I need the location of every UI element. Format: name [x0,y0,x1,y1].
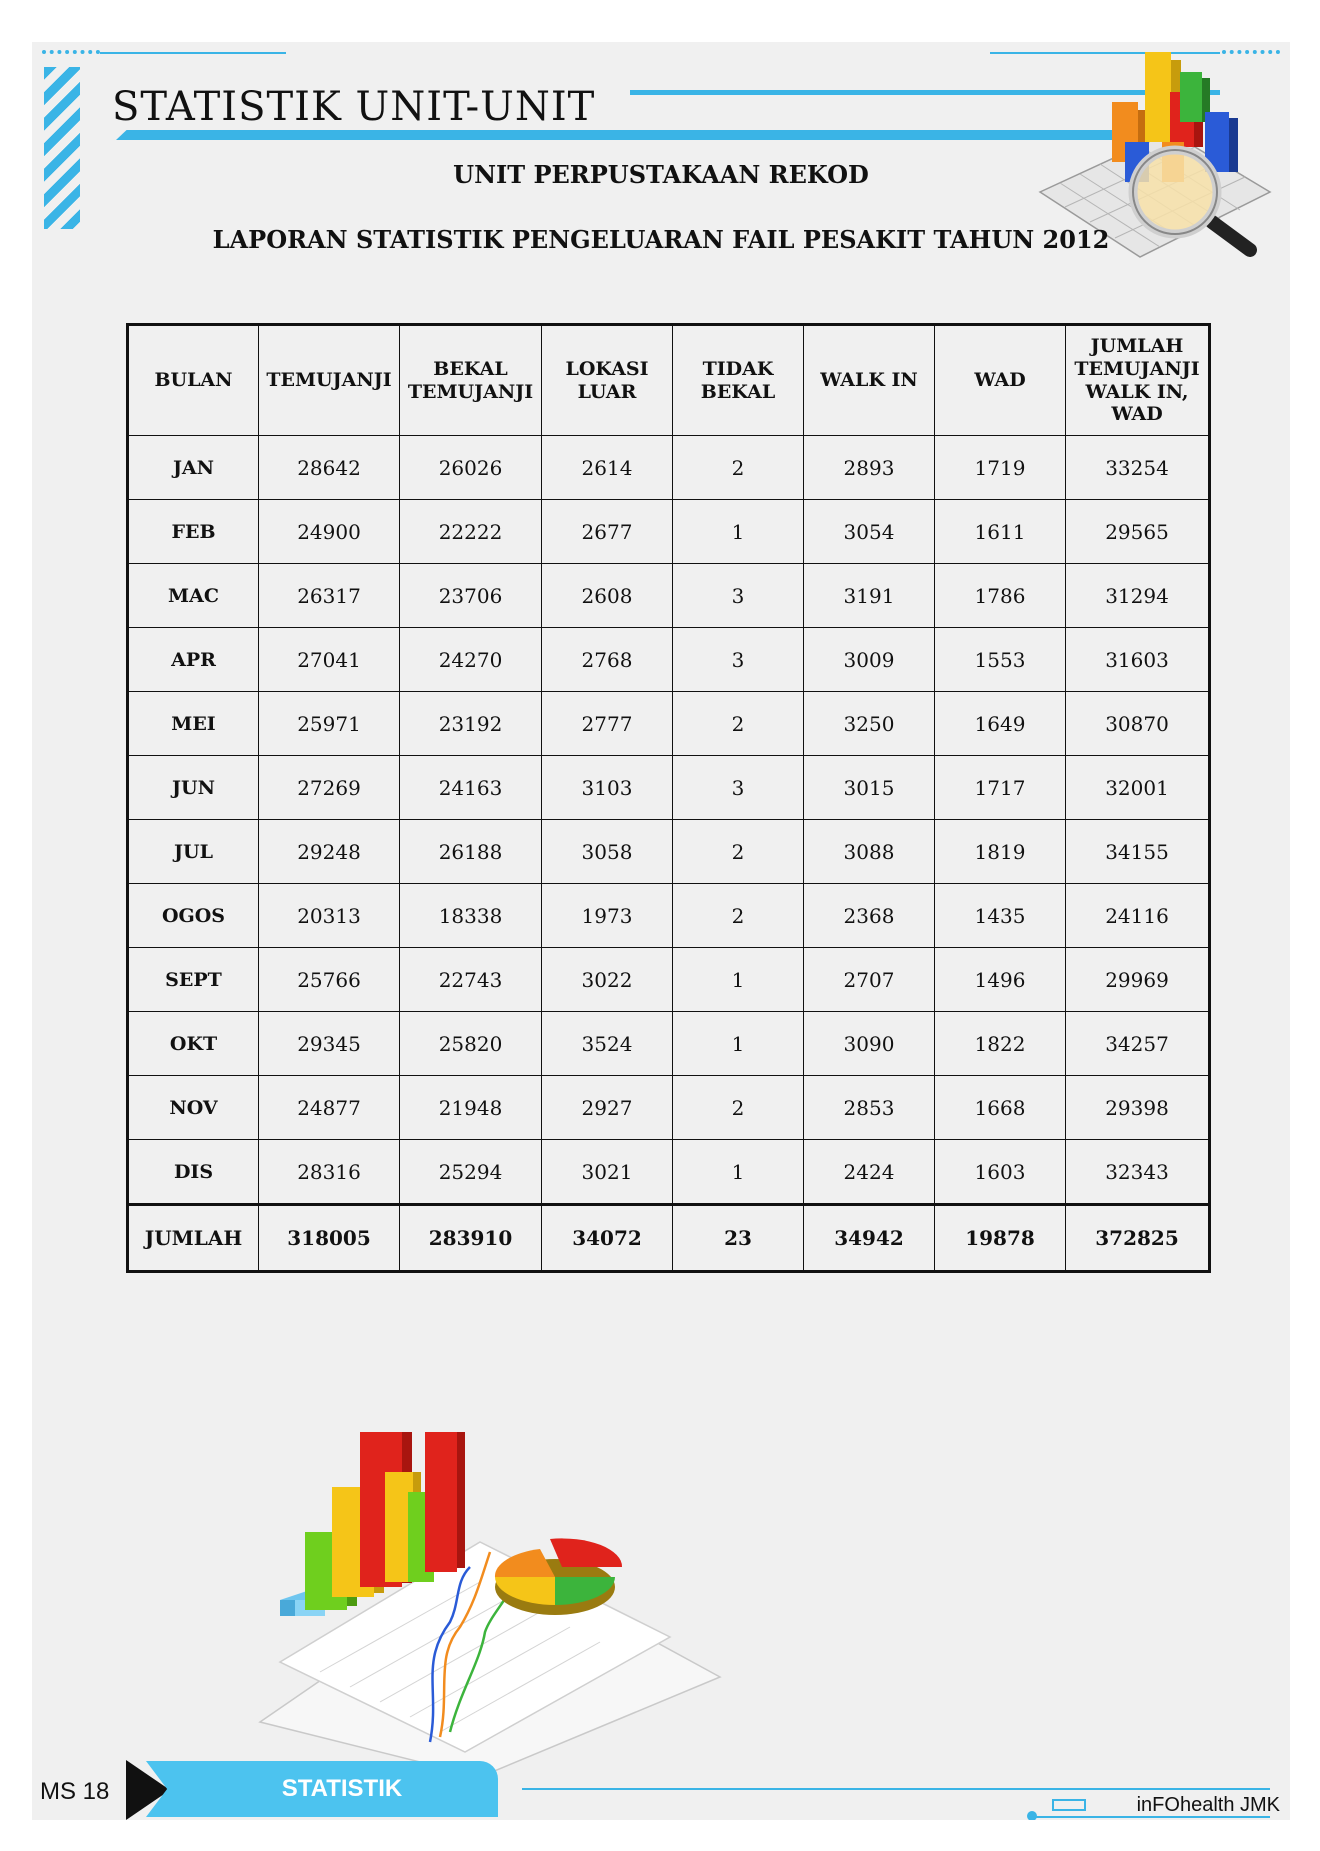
value-cell: 27269 [259,756,400,820]
value-cell: 26188 [400,820,542,884]
total-label: JUMLAH [128,1205,259,1272]
column-header-line: TEMUJANJI [266,369,392,392]
value-cell: 3088 [804,820,935,884]
month-cell: MAC [128,564,259,628]
footer-rect [1052,1799,1086,1811]
value-cell: 2927 [542,1076,673,1140]
month-cell: APR [128,628,259,692]
table-row [128,436,1210,500]
month-cell: FEB [128,500,259,564]
total-cell: 318005 [259,1205,400,1272]
value-cell: 2424 [804,1140,935,1205]
footer-line [522,1788,1270,1790]
table-total-row [128,1205,1210,1272]
value-cell: 1668 [935,1076,1066,1140]
value-cell: 26317 [259,564,400,628]
value-cell: 2 [673,692,804,756]
column-header [400,325,542,436]
unit-title: UNIT PERPUSTAKAAN REKOD [453,160,869,189]
value-cell: 3058 [542,820,673,884]
value-cell: 2853 [804,1076,935,1140]
month-cell: SEPT [128,948,259,1012]
month-cell: JUN [128,756,259,820]
value-cell: 28642 [259,436,400,500]
value-cell: 24163 [400,756,542,820]
brand-name: inFOhealth JMK [1136,1794,1280,1816]
value-cell: 1553 [935,628,1066,692]
value-cell: 2 [673,1076,804,1140]
section-tab-label: STATISTIK [281,1775,403,1802]
month-cell: DIS [128,1140,259,1205]
column-header-line: TIDAK [702,357,774,380]
pie-chart-3d [495,1538,622,1615]
total-cell: 34072 [542,1205,673,1272]
table-footer [128,1205,1210,1272]
value-cell: 27041 [259,628,400,692]
value-cell: 24116 [1066,884,1210,948]
total-cell: 283910 [400,1205,542,1272]
month-cell: OGOS [128,884,259,948]
value-cell: 2608 [542,564,673,628]
month-cell: MEI [128,692,259,756]
column-header-line: JUMLAH [1090,334,1184,357]
table-row [128,628,1210,692]
value-cell: 18338 [400,884,542,948]
value-cell: 2893 [804,436,935,500]
column-header-line: LOKASI [565,357,649,380]
value-cell: 1 [673,948,804,1012]
value-cell: 3015 [804,756,935,820]
column-header [1066,325,1210,436]
table-row [128,948,1210,1012]
column-header-line: BEKAL [433,357,508,380]
value-cell: 29248 [259,820,400,884]
bar-pie-chart-illustration [250,1432,770,1812]
page-number: MS 18 [40,1778,110,1805]
value-cell: 25820 [400,1012,542,1076]
column-header [673,325,804,436]
value-cell: 3 [673,564,804,628]
value-cell: 3103 [542,756,673,820]
title-underline-bottom [116,130,1176,140]
value-cell: 1 [673,1012,804,1076]
value-cell: 1 [673,500,804,564]
table-header [128,325,1210,436]
value-cell: 32343 [1066,1140,1210,1205]
value-cell: 1603 [935,1140,1066,1205]
value-cell: 28316 [259,1140,400,1205]
value-cell: 23706 [400,564,542,628]
value-cell: 31603 [1066,628,1210,692]
value-cell: 3 [673,628,804,692]
column-header-line: TEMUJANJI [407,380,534,403]
value-cell: 31294 [1066,564,1210,628]
value-cell: 23192 [400,692,542,756]
value-cell: 24900 [259,500,400,564]
table-row [128,884,1210,948]
value-cell: 2707 [804,948,935,1012]
total-cell: 19878 [935,1205,1066,1272]
value-cell: 2677 [542,500,673,564]
header-dots-left [42,50,100,54]
column-header-line: WAD [1111,403,1163,426]
value-cell: 1611 [935,500,1066,564]
column-header-line: WALK IN [820,369,918,392]
column-header [259,325,400,436]
value-cell: 1822 [935,1012,1066,1076]
value-cell: 20313 [259,884,400,948]
value-cell: 1649 [935,692,1066,756]
value-cell: 29398 [1066,1076,1210,1140]
value-cell: 30870 [1066,692,1210,756]
report-title: LAPORAN STATISTIK PENGELUARAN FAIL PESAKIT TAHUN 2012 [212,225,1110,254]
header-stripes [44,67,80,229]
table-row [128,1012,1210,1076]
column-header [935,325,1066,436]
value-cell: 34257 [1066,1012,1210,1076]
value-cell: 34155 [1066,820,1210,884]
value-cell: 25971 [259,692,400,756]
column-header-line: LUAR [577,380,637,403]
column-header-line: TEMUJANJI [1074,357,1200,380]
value-cell: 29565 [1066,500,1210,564]
table-row [128,1140,1210,1205]
value-cell: 2614 [542,436,673,500]
header-line-left [100,52,286,54]
total-cell: 372825 [1066,1205,1210,1272]
value-cell: 3021 [542,1140,673,1205]
value-cell: 24877 [259,1076,400,1140]
table-row [128,820,1210,884]
value-cell: 3 [673,756,804,820]
column-header [128,325,259,436]
column-header-line: WALK IN, [1085,380,1189,403]
table-row [128,564,1210,628]
value-cell: 1719 [935,436,1066,500]
table-row [128,692,1210,756]
value-cell: 1496 [935,948,1066,1012]
value-cell: 1 [673,1140,804,1205]
value-cell: 1717 [935,756,1066,820]
value-cell: 2 [673,884,804,948]
table-row [128,1076,1210,1140]
total-cell: 23 [673,1205,804,1272]
month-cell: JUL [128,820,259,884]
value-cell: 1435 [935,884,1066,948]
value-cell: 26026 [400,436,542,500]
value-cell: 1786 [935,564,1066,628]
value-cell: 3191 [804,564,935,628]
table-row [128,500,1210,564]
total-cell: 34942 [804,1205,935,1272]
table-body [128,436,1210,1205]
value-cell: 25766 [259,948,400,1012]
month-cell: NOV [128,1076,259,1140]
value-cell: 22743 [400,948,542,1012]
month-cell: JAN [128,436,259,500]
value-cell: 29969 [1066,948,1210,1012]
column-header-line: WAD [974,369,1026,392]
value-cell: 2777 [542,692,673,756]
page-title: STATISTIK UNIT-UNIT [112,84,596,130]
value-cell: 1973 [542,884,673,948]
value-cell: 33254 [1066,436,1210,500]
column-header-line: BULAN [154,369,233,392]
value-cell: 3250 [804,692,935,756]
value-cell: 29345 [259,1012,400,1076]
value-cell: 21948 [400,1076,542,1140]
value-cell: 25294 [400,1140,542,1205]
statistics-table [126,323,1211,1273]
value-cell: 2768 [542,628,673,692]
value-cell: 24270 [400,628,542,692]
value-cell: 32001 [1066,756,1210,820]
table-header-row [128,325,1210,436]
month-cell: OKT [128,1012,259,1076]
value-cell: 3090 [804,1012,935,1076]
value-cell: 3009 [804,628,935,692]
page [32,42,1290,1820]
value-cell: 2 [673,436,804,500]
value-cell: 2368 [804,884,935,948]
table-row [128,756,1210,820]
column-header-line: BEKAL [700,380,776,403]
value-cell: 1819 [935,820,1066,884]
value-cell: 3022 [542,948,673,1012]
value-cell: 2 [673,820,804,884]
column-header [542,325,673,436]
value-cell: 3054 [804,500,935,564]
column-header [804,325,935,436]
value-cell: 3524 [542,1012,673,1076]
value-cell: 22222 [400,500,542,564]
